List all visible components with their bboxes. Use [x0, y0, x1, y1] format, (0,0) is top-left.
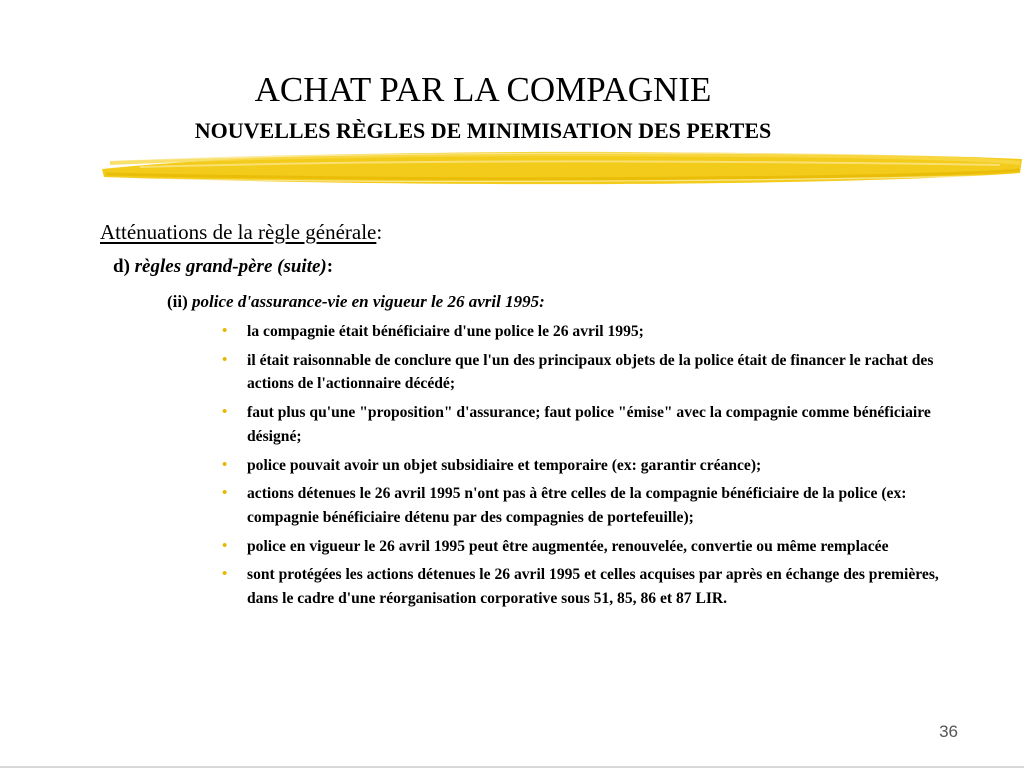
bullet-icon: • — [222, 404, 228, 421]
subheading-ii — [167, 291, 545, 313]
subheading-d-prefix: d) — [113, 256, 135, 277]
list-item — [222, 454, 962, 478]
list-item — [222, 349, 962, 396]
list-item — [222, 320, 962, 344]
bullet-list — [222, 320, 962, 616]
subheading-d — [113, 254, 333, 280]
bullet-icon: • — [222, 456, 228, 473]
bullet-icon: • — [222, 323, 228, 339]
slide-title: ACHAT PAR LA COMPAGNIE — [254, 70, 712, 109]
bullet-icon: • — [222, 537, 228, 554]
page-number: 36 — [939, 722, 958, 741]
list-item — [222, 563, 962, 610]
section-heading-colon: : — [376, 220, 383, 244]
bullet-text: sont protégées les actions détenues le 26 avril 1995 et celles acquises par après en échange des premières, dans le cadre d'une réorganisation corporative sous 51, 85, 86 et 87 LIR. — [247, 566, 939, 608]
bullet-text: actions détenues le 26 avril 1995 n'ont pas à être celles de la compagnie bénéficiaire de la police (ex: compagnie bénéficiaire détenu par des compagnies de portefeuille); — [247, 485, 907, 526]
bullet-icon: • — [222, 485, 228, 502]
bullet-text: faut plus qu'une "proposition" d'assurance; faut police "émise" avec la compagnie comme bénéficiaire désigné; — [247, 404, 931, 445]
bullet-icon: • — [222, 566, 228, 583]
subheading-d-colon: : — [326, 256, 334, 277]
section-heading-text: Atténuations de la règle générale — [100, 220, 377, 244]
section-heading — [62, 218, 382, 246]
bullet-icon: • — [222, 351, 228, 368]
bullet-text: la compagnie était bénéficiaire d'une police le 26 avril 1995; — [247, 323, 644, 340]
brush-stroke-divider — [100, 143, 1024, 191]
list-item — [222, 535, 962, 559]
subheading-ii-italic: police d'assurance-vie en vigueur le 26 avril 1995: — [192, 292, 545, 311]
list-item — [222, 401, 962, 448]
bullet-text: police pouvait avoir un objet subsidiaire et temporaire (ex: garantir créance); — [247, 456, 762, 474]
subheading-d-italic: règles grand-père (suite) — [134, 256, 327, 277]
bullet-text: il était raisonnable de conclure que l'un des principaux objets de la police était de financer le rachat des actions de l'actionnaire décédé; — [247, 351, 934, 393]
list-item — [222, 482, 962, 529]
bullet-text: police en vigueur le 26 avril 1995 peut être augmentée, renouvelée, convertie ou même remplacée — [247, 537, 889, 555]
slide-subtitle: NOUVELLES RÈGLES DE MINIMISATION DES PERTES — [194, 118, 772, 143]
subheading-ii-prefix: (ii) — [167, 292, 193, 311]
